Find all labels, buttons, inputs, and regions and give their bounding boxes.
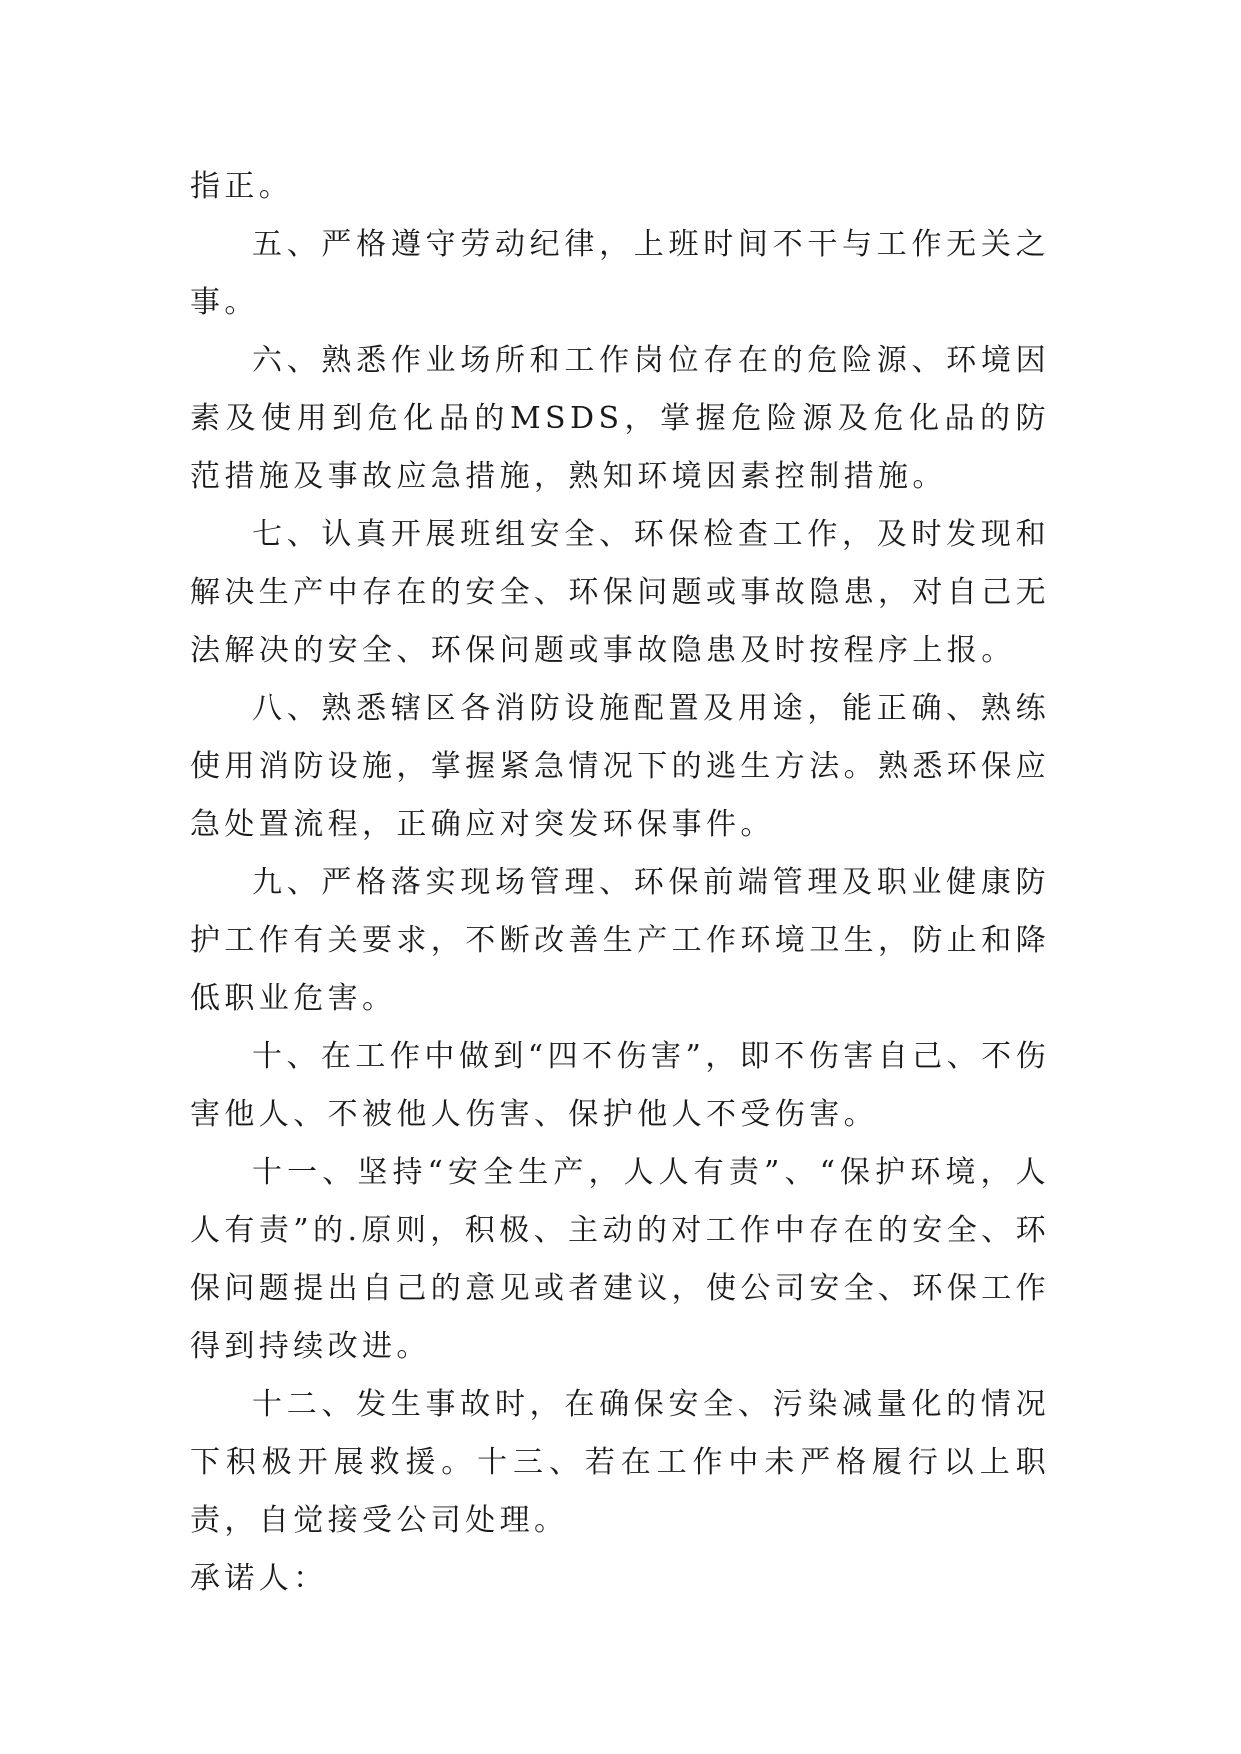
paragraph-item-10: 十、在工作中做到“四不伤害”，即不伤害自己、不伤害他人、不被他人伤害、保护他人不受伤害。 [190, 1039, 1050, 1132]
paragraph-item-9: 九、严格落实现场管理、环保前端管理及职业健康防护工作有关要求，不断改善生产工作环境卫生，防止和降低职业危害。 [190, 865, 1050, 1016]
signatory-label: 承诺人： [190, 1561, 328, 1596]
paragraph-item-5: 五、严格遵守劳动纪律，上班时间不干与工作无关之事。 [190, 227, 1050, 320]
paragraph-item-11: 十一、坚持“安全生产，人人有责”、“保护环境，人人有责”的.原则，积极、主动的对工作中存在的安全、环保问题提出自己的意见或者建议，使公司安全、环保工作得到持续改进。 [190, 1155, 1050, 1364]
paragraph-item-7: 七、认真开展班组安全、环保检查工作，及时发现和解决生产中存在的安全、环保问题或事故隐患，对自己无法解决的安全、环保问题或事故隐患及时按程序上报。 [190, 517, 1050, 668]
paragraph-item-12-13: 十二、发生事故时，在确保安全、污染减量化的情况下积极开展救援。十三、若在工作中未严格履行以上职责，自觉接受公司处理。 [190, 1387, 1050, 1538]
paragraph-item-6: 六、熟悉作业场所和工作岗位存在的危险源、环境因素及使用到危化品的MSDS，掌握危险源及危化品的防范措施及事故应急措施，熟知环境因素控制措施。 [190, 343, 1050, 494]
paragraph-item-8: 八、熟悉辖区各消防设施配置及用途，能正确、熟练使用消防设施，掌握紧急情况下的逃生方法。熟悉环保应急处置流程，正确应对突发环保事件。 [190, 691, 1050, 842]
paragraph-continuation: 指正。 [190, 169, 294, 204]
document-body [190, 158, 1050, 1608]
